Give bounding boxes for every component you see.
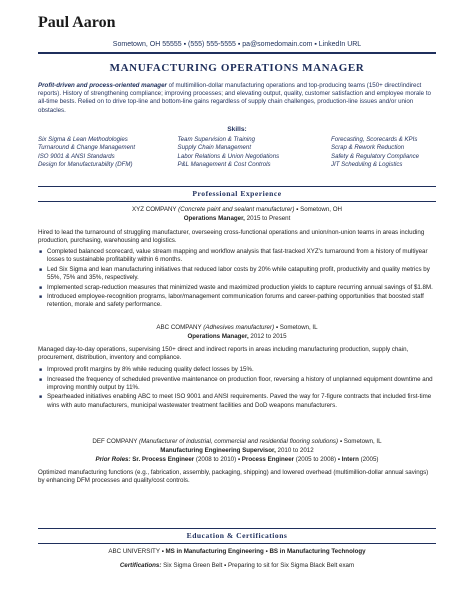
job-company-line (38, 438, 436, 446)
company-name: XYZ COMPANY (131, 206, 177, 213)
company-description: (Manufacturer of industrial, commercial and residential flooring solutions) (138, 438, 339, 445)
job-bullet: ■ Completed balanced scorecard, value stream mapping and workflow analysis that fast-tracked XYZ's turnaround from a history of multiyear losses to sustainable profitability within 6 months. (38, 248, 436, 264)
certifications-line (38, 562, 436, 570)
candidate-name: Paul Aaron (38, 14, 116, 31)
job-dates: 2012 to 2015 (248, 333, 287, 340)
skills-heading: Skills: (227, 126, 247, 133)
certifications-label: Certifications: (119, 562, 162, 569)
skill-item: Safety & Regulatory Compliance (331, 152, 420, 160)
degree: MS in Manufacturing Engineering (165, 548, 264, 555)
job-bullet: ■ Increased the frequency of scheduled preventive maintenance on production floor, reversing a history of unplanned equipment downtime and improving monthly output by 11%. (38, 376, 436, 392)
summary-lead: Profit-driven and process-oriented manager (38, 82, 167, 89)
prior-role: Process Engineer (241, 456, 295, 463)
job-role-line (38, 333, 436, 341)
job-intro: Managed day-to-day operations, supervising 150+ direct and indirect reports in areas including manufacturing production, supply chain, procurement, distribution, inventory and compliance. (38, 346, 409, 362)
contact-line: Sometown, OH 55555 ▪ (555) 555-5555 ▪ pa@somedomain.com ▪ LinkedIn URL (112, 41, 362, 48)
skill-item: Six Sigma & Lean Methodologies (38, 136, 128, 143)
summary-paragraph (38, 82, 436, 115)
prior-roles-label: Prior Roles: (95, 456, 131, 463)
header-rule (38, 52, 436, 54)
prior-role-dates: (2005 to 2008) ▪ (294, 456, 342, 463)
prior-role: Sr. Process Engineer (130, 456, 195, 463)
job-bullets (38, 248, 436, 311)
company-name: DEF COMPANY (92, 438, 138, 445)
skill-item: Design for Manufacturability (DFM) (38, 160, 133, 168)
job-bullets (38, 366, 436, 411)
job-company-line (38, 324, 436, 332)
skills-column (178, 136, 298, 169)
skills-column (38, 136, 144, 169)
skill-item: Scrap & Rework Reduction (331, 144, 405, 152)
job-intro: Optimized manufacturing functions (e.g., fabrication, assembly, packaging, shipping) and lowered overhead (multimillion-dollar annual savings) by enhancing DFM processes and quality/cost controls. (38, 469, 429, 485)
skill-item: Forecasting, Scorecards & KPIs (331, 136, 418, 143)
skill-item: ISO 9001 & ANSI Standards (38, 152, 115, 160)
company-location: ▪ Sometown, OH (294, 206, 343, 213)
job-role-line (38, 215, 436, 223)
skills-column (331, 136, 436, 169)
job-intro: Hired to lead the turnaround of struggling manufacturer, overseeing cross-functional operations and union/non-union teams in areas including production, purchasing, warehousing and logistics. (38, 229, 425, 245)
experience-heading: Professional Experience (38, 186, 436, 202)
company-description: (Adhesives manufacturer) (203, 324, 275, 331)
degree-line (38, 548, 436, 556)
company-location: ▪ Sometown, IL (274, 324, 318, 331)
summary-text: of multimillion-dollar manufacturing operations and top-producing teams (150+ direct/indirect reports). History of strengthening compliance; improving processes; and elevating output, quality, customer satisfaction and employee morale to all-time bests. Relied on to drive top-line and bottom-line gains regardless of supply chain challenges, production-line issues and/or union obstacles. (38, 82, 431, 114)
company-description: (Concrete paint and sealant manufacturer) (178, 206, 295, 213)
skill-item: JIT Scheduling & Logistics (331, 160, 403, 168)
job-bullet: ■ Improved profit margins by 8% while reducing quality defect losses by 15%. (38, 366, 436, 374)
job-bullet: ■ Spearheaded initiatives enabling ABC to meet ISO 9001 and ANSI requirements. Paved the way for 7-figure contracts that included first-time wins with auto manufacturers, municipal wastewater treatment facilities and DoD weapons manufacturers. (38, 393, 436, 409)
job-role: Operations Manager, (187, 333, 249, 340)
job-dates: 2015 to Present (244, 215, 291, 222)
job-bullet: ■ Introduced employee-recognition programs, labor/management communication forums and career-pathing opportunities that boosted staff retention, morale and safety performance. (38, 293, 436, 309)
skills-grid (38, 136, 436, 169)
degree-separator: ▪ (263, 548, 270, 555)
skill-item: Labor Relations & Union Negotiations (177, 152, 280, 160)
company-location: ▪ Sometown, IL (338, 438, 382, 445)
education-heading: Education & Certifications (38, 528, 436, 544)
skill-item: Supply Chain Management (177, 144, 252, 152)
skill-item: Turnaround & Change Management (38, 144, 136, 152)
job-bullet: ■ Implemented scrap-reduction measures that minimized waste and maximized production yields to capture recurring annual savings of $1.8M. (38, 284, 436, 292)
prior-role-dates: (2008 to 2010) ▪ (194, 456, 242, 463)
prior-roles-line (38, 456, 436, 464)
job-role: Manufacturing Engineering Supervisor, (160, 447, 276, 454)
degree: BS in Manufacturing Technology (269, 548, 366, 555)
skill-item: Team Supervision & Training (177, 136, 256, 143)
prior-role: Intern (341, 456, 359, 463)
job-role-line (38, 447, 436, 455)
resume-title: MANUFACTURING OPERATIONS MANAGER (109, 62, 365, 74)
company-name: ABC COMPANY (156, 324, 202, 331)
skill-item: P&L Management & Cost Controls (177, 160, 271, 168)
job-bullet: ■ Led Six Sigma and lean manufacturing initiatives that reduced labor costs by 20% while catapulting profit, productivity and quality metrics by 55%, 75% and 35%, respectively. (38, 266, 436, 282)
job-role: Operations Manager, (183, 215, 245, 222)
job-dates: 2010 to 2012 (275, 447, 314, 454)
certifications-text: Six Sigma Green Belt ▪ Preparing to sit for Six Sigma Black Belt exam (161, 562, 355, 569)
job-company-line (38, 206, 436, 214)
prior-role-dates: (2005) (358, 456, 379, 463)
school-name: ABC UNIVERSITY ▪ (108, 548, 166, 555)
